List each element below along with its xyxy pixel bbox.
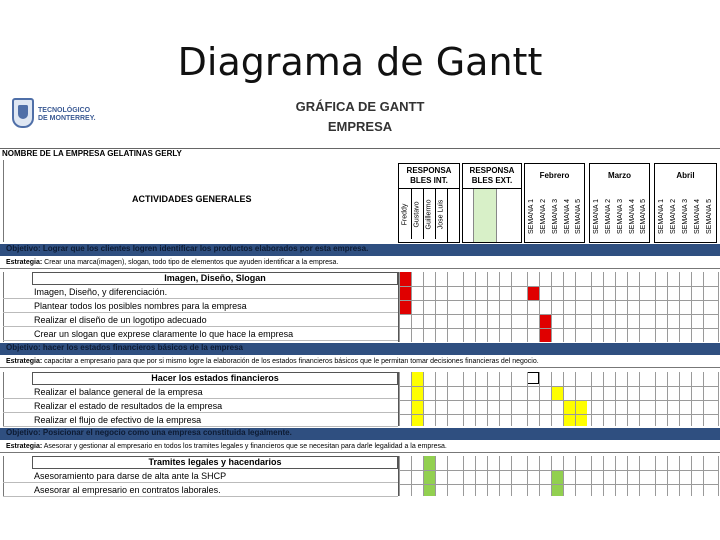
week-mar-4: SEMANA 4	[629, 198, 637, 234]
activities-header: ACTIVIDADES GENERALES	[132, 194, 252, 204]
week-abr-4: SEMANA 4	[694, 198, 702, 234]
logo-line-1: TECNOLÓGICO	[38, 107, 91, 114]
logo-line-2: DE MONTERREY.	[38, 115, 96, 122]
activity-3-2: Asesorar al empresario en contratos laborales.	[34, 485, 221, 495]
week-feb-3: SEMANA 3	[552, 198, 560, 234]
resp-int-label: RESPONSA BLES INT.	[406, 166, 452, 185]
week-feb-2: SEMANA 2	[540, 198, 548, 234]
sheet-title: GRÁFICA DE GANTT	[295, 99, 425, 114]
resp-ext-label: RESPONSA BLES EXT.	[469, 166, 515, 185]
week-mar-1: SEMANA 1	[593, 198, 601, 234]
activity-1-3: Realizar el diseño de un logotipo adecuado	[34, 315, 207, 325]
person-1: Freddy	[401, 203, 409, 225]
week-abr-1: SEMANA 1	[658, 198, 666, 234]
week-feb-4: SEMANA 4	[564, 198, 572, 234]
activity-1-1: Imagen, Diseño, y diferenciación.	[34, 287, 168, 297]
activity-1-2: Plantear todos los posibles nombres para la empresa	[34, 301, 247, 311]
logo-text	[38, 107, 96, 123]
activity-3-1: Asesoramiento para darse de alta ante la SHCP	[34, 471, 227, 481]
section-heading-3: Tramites legales y hacendarios	[32, 456, 398, 469]
strategy-1: Estrategia: Crear una marca(imagen), slogan, todo tipo de elementos que ayuden identificar a la empresa.	[0, 258, 720, 269]
person-2: Gustavo	[411, 189, 422, 239]
week-abr-2: SEMANA 2	[670, 198, 678, 234]
resp-int-box	[398, 163, 460, 243]
bar-3-shcp	[551, 470, 563, 496]
week-mar-3: SEMANA 3	[617, 198, 625, 234]
slide-title: Diagrama de Gantt	[177, 40, 543, 84]
gantt-grid-1	[398, 272, 718, 342]
bar-3-legal	[423, 456, 435, 496]
bar-1-design	[399, 272, 411, 314]
week-abr-5: SEMANA 5	[706, 198, 714, 234]
resp-ext-box	[462, 163, 522, 243]
gantt-grid-3	[398, 456, 718, 496]
bar-1-names	[527, 286, 539, 300]
section-heading-2: Hacer los estados financieros	[32, 372, 398, 385]
activity-2-2: Realizar el estado de resultados de la empresa	[34, 401, 223, 411]
activity-2-1: Realizar el balance general de la empresa	[34, 387, 203, 397]
week-abr-3: SEMANA 3	[682, 198, 690, 234]
week-feb-1: SEMANA 1	[528, 198, 536, 234]
activities-header-box	[3, 160, 398, 242]
company-name: NOMBRE DE LA EMPRESA GELATINAS GERLY	[0, 148, 720, 158]
sheet-subtitle: EMPRESA	[327, 119, 393, 134]
strategy-3: Estrategia: Asesorar y gestionar al empresario en todos los tramites legales y financieros que se necesitan para darle legalidad a la empresa.	[0, 442, 720, 453]
week-feb-5: SEMANA 5	[575, 198, 583, 234]
month-label-feb: Febrero	[539, 171, 570, 180]
month-label-abr: Abril	[676, 171, 695, 180]
person-3: Guillermo	[423, 189, 434, 239]
section-heading-1: Imagen, Diseño, Slogan	[32, 272, 398, 285]
objective-2: Objetivo: hacer los estados financieros básicos de la empresa	[0, 343, 720, 355]
month-label-mar: Marzo	[607, 171, 632, 180]
week-mar-2: SEMANA 2	[605, 198, 613, 234]
activity-2-3: Realizar el flujo de efectivo de la empresa	[34, 415, 202, 425]
activity-1-4: Crear un slogan que exprese claramente lo que hace la empresa	[34, 329, 294, 339]
crest-icon	[12, 98, 34, 128]
objective-1: Objetivo: Lograr que los clientes logren identificar los productos elaborados por esta empresa.	[0, 244, 720, 256]
tec-monterrey-logo	[12, 98, 122, 132]
strategy-2: Estrategia: capacitar a empresario para que por si mismo logre la elaboración de los estados financieros básicos que le permitan tomar decisiones financieras del negocio.	[0, 357, 720, 368]
marker-2	[527, 372, 539, 384]
objective-3: Objetivo: Posicionar el negocio como una empresa constituida legalmente.	[0, 428, 720, 440]
person-4: Jose Luis	[435, 189, 446, 239]
bar-2-balance	[551, 386, 563, 400]
week-mar-5: SEMANA 5	[640, 198, 648, 234]
gantt-grid-2	[398, 372, 718, 426]
bar-2-all	[411, 372, 423, 426]
